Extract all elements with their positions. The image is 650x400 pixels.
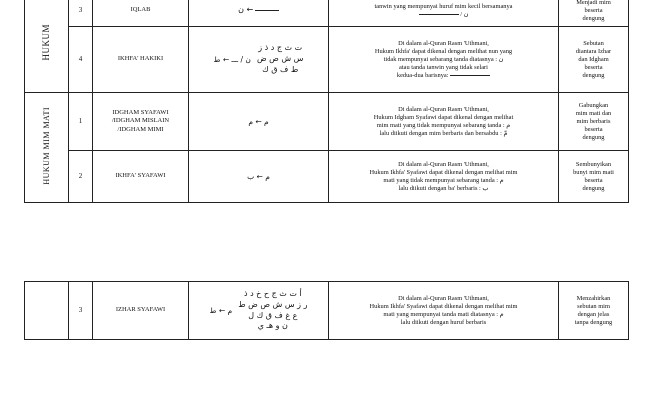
description-line: mati yang mempunyai tanda mati diatasnya : م — [383, 310, 504, 318]
description-line: Hukum Ikhfa' Syafawi dapat dikenal dengan melihat mim — [369, 168, 518, 176]
note-line: Menjadi mim — [576, 0, 611, 6]
note-line: diantara Izhar — [575, 47, 612, 55]
rule-name: IQLAB — [93, 0, 189, 27]
example-letters: ت ث ج د ذ ز — [258, 43, 303, 53]
row-number: 3 — [69, 0, 93, 27]
category-label: HUKUM MIM MATI — [41, 107, 51, 185]
note-line: beserta — [584, 176, 603, 184]
example-text: م ← م — [248, 116, 269, 126]
category-label: HUKUM — [40, 23, 51, 61]
description-line: Di dalam al-Quran Rasm 'Uthmani, — [398, 39, 489, 47]
note-cell — [559, 93, 629, 151]
note-line: bunyi mim mati — [573, 168, 614, 176]
example-text: م ← ب — [247, 171, 270, 181]
note-line: mim berbaris — [576, 117, 611, 125]
example-letters: ط ف ق ك — [262, 64, 299, 74]
note-cell — [559, 0, 629, 27]
note-line: dengung — [582, 133, 605, 141]
description-cell — [329, 27, 559, 93]
tajwid-table-bottom — [24, 281, 629, 340]
category-cell-empty — [25, 282, 69, 340]
example-letters: ر ز س ش ص ض ط — [238, 299, 308, 309]
rule-name: IKHFA' SYAFAWI — [93, 151, 189, 203]
note-cell — [559, 282, 629, 340]
table-row — [25, 282, 629, 340]
note-cell — [559, 151, 629, 203]
example-rule: م ← ط — [209, 305, 233, 315]
description-cell — [329, 151, 559, 203]
note-line: dengung — [582, 71, 605, 79]
description-line: tidak mempunyai sebarang tanda diatasnya : ن — [383, 55, 504, 63]
example-letters: أ ت ث ج ح خ د ذ — [243, 288, 302, 298]
table-row — [25, 27, 629, 93]
rule-name: IKHFA' HAKIKI — [93, 27, 189, 93]
description-line: mim mati yang tidak mempunyai sebarang tanda : م — [376, 121, 511, 129]
example-text: ن ← — [238, 5, 254, 15]
note-line: tanpa dengung — [574, 318, 613, 326]
description-line: tanwin yang mempunyai huruf mim kecil bersamanya — [374, 2, 513, 10]
example-cell — [189, 0, 329, 27]
rule-name: IZHAR SYAFAWI — [93, 282, 189, 340]
category-cell-hukum — [25, 0, 69, 93]
table-row — [25, 0, 629, 27]
underline-mark — [255, 10, 279, 11]
note-line: dengung — [582, 184, 605, 192]
tajwid-table-top — [24, 0, 629, 203]
note-line: beserta — [584, 63, 603, 71]
note-cell — [559, 27, 629, 93]
note-line: Sembunyikan — [575, 160, 612, 168]
rule-name: IDGHAM SYAFAWI /IDGHAM MISLAIN /IDGHAM MIMI — [93, 93, 189, 151]
table-row — [25, 151, 629, 203]
example-cell — [189, 27, 329, 93]
note-line: dengung — [582, 14, 605, 22]
description-line: Di dalam al-Quran Rasm 'Uthmani, — [398, 294, 489, 302]
note-line: beserta — [584, 125, 603, 133]
description-line: atau tanda tanwin yang tidak selari — [399, 63, 488, 71]
description-line: lalu diikuti dengan mim berbaris dan bersabdu : مّ — [379, 129, 508, 137]
description-line: lalu diikuti dengan ba' berbaris : ب — [398, 184, 489, 192]
description-line: / ن — [332, 11, 555, 19]
row-number: 2 — [69, 151, 93, 203]
description-cell — [329, 93, 559, 151]
description-line: mati yang tidak mempunyai sebarang tanda : م — [383, 176, 504, 184]
description-line: Hukum Ikhfa' dapat dikenal dengan melihat nun yang — [374, 47, 513, 55]
example-letters: س ش ص ض — [256, 54, 304, 64]
row-number: 3 — [69, 282, 93, 340]
description-cell — [329, 0, 559, 27]
example-cell — [189, 282, 329, 340]
example-cell — [189, 93, 329, 151]
example-letters: ع غ ف ق ك ل — [248, 310, 298, 320]
description-line: Di dalam al-Quran Rasm 'Uthmani, — [398, 105, 489, 113]
table-row — [25, 93, 629, 151]
row-number: 1 — [69, 93, 93, 151]
note-line: mim mati dan — [575, 109, 612, 117]
description-line: lalu diikuti dengan huruf berbaris — [400, 318, 487, 326]
description-line: kedua-dua barisnya: — [332, 72, 555, 80]
description-cell — [329, 282, 559, 340]
row-number: 4 — [69, 27, 93, 93]
note-line: Menzahirkan — [576, 294, 611, 302]
description-line: Di dalam al-Quran Rasm 'Uthmani, — [398, 160, 489, 168]
note-line: sebutan mim — [577, 302, 610, 310]
note-line: beserta — [584, 6, 603, 14]
note-line: dan Idgham — [578, 55, 609, 63]
description-line: Hukum Idgham Syafawi dapat dikenal dengan melihat — [373, 113, 514, 121]
category-cell-hukum-mim-mati — [25, 93, 69, 203]
example-rule: ن / ـــ ← ط — [213, 54, 251, 64]
note-line: dengan jelas — [577, 310, 610, 318]
description-line: Hukum Ikhfa' Syafawi dapat dikenal dengan melihat mim — [369, 302, 518, 310]
example-letters: ن و هـ ي — [257, 321, 288, 331]
example-cell — [189, 151, 329, 203]
note-line: Sebutan — [583, 39, 604, 47]
note-line: Gabungkan — [578, 101, 609, 109]
